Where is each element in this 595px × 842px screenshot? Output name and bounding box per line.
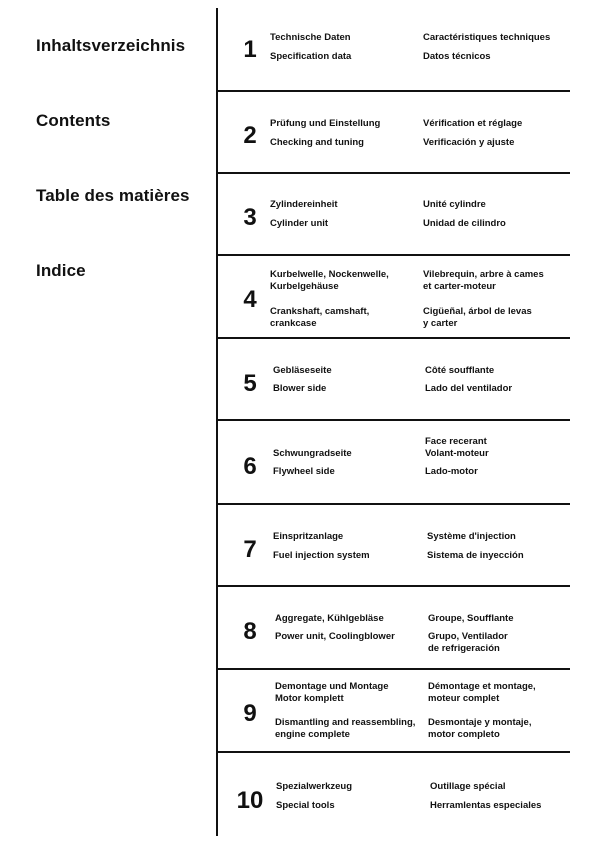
entry-spanish: Herramlentas especiales xyxy=(430,800,542,811)
toc-section-5[interactable] xyxy=(218,339,570,419)
section-number: 10 xyxy=(236,787,264,814)
entry-spanish: Verificación y ajuste xyxy=(423,137,515,148)
entry-english: Crankshaft, camshaft, crankcase xyxy=(270,306,370,329)
entry-german: Gebläseseite xyxy=(273,365,332,376)
entry-german: Spezialwerkzeug xyxy=(276,781,353,792)
toc-section-7[interactable] xyxy=(218,505,570,585)
toc-section-4[interactable] xyxy=(218,256,570,337)
entry-french: Unité cylindre xyxy=(423,199,486,210)
section-number: 6 xyxy=(243,453,257,480)
toc-section-6[interactable] xyxy=(218,421,570,503)
entry-german: Demontage und Montage Motor komplett xyxy=(275,681,389,704)
entry-english: Flywheel side xyxy=(273,466,335,477)
heading-spanish: Indice xyxy=(36,261,86,280)
toc-section-2[interactable] xyxy=(218,92,570,172)
entry-french: Côté soufflante xyxy=(425,365,495,376)
section-number: 5 xyxy=(243,370,257,397)
entry-english: Power unit, Coolingblower xyxy=(275,631,395,642)
entry-english: Special tools xyxy=(276,800,335,811)
section-number: 7 xyxy=(243,536,257,563)
entry-english: Fuel injection system xyxy=(273,550,370,561)
entry-french: Caractéristiques techniques xyxy=(423,32,551,43)
entry-spanish: Sistema de inyección xyxy=(427,550,524,561)
entry-german: Prüfung und Einstellung xyxy=(270,118,381,129)
entry-french: Outillage spécial xyxy=(430,781,506,792)
entry-spanish: Grupo, Ventilador de refrigeración xyxy=(428,631,508,654)
toc-headings xyxy=(0,0,216,842)
entry-english: Specification data xyxy=(270,51,352,62)
section-number: 8 xyxy=(243,618,257,645)
toc-section-1[interactable] xyxy=(218,8,570,90)
section-number: 3 xyxy=(243,204,257,231)
section-number: 2 xyxy=(243,122,257,149)
entry-german: Technische Daten xyxy=(270,32,351,43)
toc-section-3[interactable] xyxy=(218,174,570,254)
toc-section-10[interactable] xyxy=(218,753,570,836)
entry-english: Dismantling and reassembling, engine complete xyxy=(275,717,416,740)
heading-english: Contents xyxy=(36,111,111,130)
entry-german: Zylindereinheit xyxy=(270,199,338,210)
entry-spanish: Lado del ventilador xyxy=(425,383,513,394)
entry-german: Einspritzanlage xyxy=(273,531,344,542)
toc-section-9[interactable] xyxy=(218,670,570,751)
entry-english: Cylinder unit xyxy=(270,218,329,229)
entry-english: Checking and tuning xyxy=(270,137,364,148)
section-number: 9 xyxy=(243,700,257,727)
entry-french: Système d'injection xyxy=(427,531,516,542)
section-number: 4 xyxy=(243,286,257,313)
entry-spanish: Lado-motor xyxy=(425,466,478,477)
entry-french: Vérification et réglage xyxy=(423,118,523,129)
heading-french: Table des matières xyxy=(36,186,190,205)
heading-german: Inhaltsverzeichnis xyxy=(36,36,186,55)
entry-french: Groupe, Soufflante xyxy=(428,613,514,624)
toc-section-8[interactable] xyxy=(218,587,570,668)
entry-spanish: Datos técnicos xyxy=(423,51,491,62)
entry-french: Vilebrequin, arbre à cames et carter-moteur xyxy=(423,269,544,292)
entry-german: Kurbelwelle, Nockenwelle, Kurbelgehäuse xyxy=(270,269,389,292)
entry-german: Aggregate, Kühlgebläse xyxy=(275,613,384,624)
entry-spanish: Desmontaje y montaje, motor completo xyxy=(428,717,532,740)
entry-spanish: Cigüeñal, árbol de levas y carter xyxy=(423,306,532,329)
section-number: 1 xyxy=(243,36,257,63)
entry-spanish: Unidad de cilindro xyxy=(423,218,506,229)
entry-french: Démontage et montage, moteur complet xyxy=(428,681,536,704)
entry-english: Blower side xyxy=(273,383,327,394)
entry-french: Face recerant Volant-moteur xyxy=(425,436,489,459)
entry-german: Schwungradseite xyxy=(273,448,352,459)
